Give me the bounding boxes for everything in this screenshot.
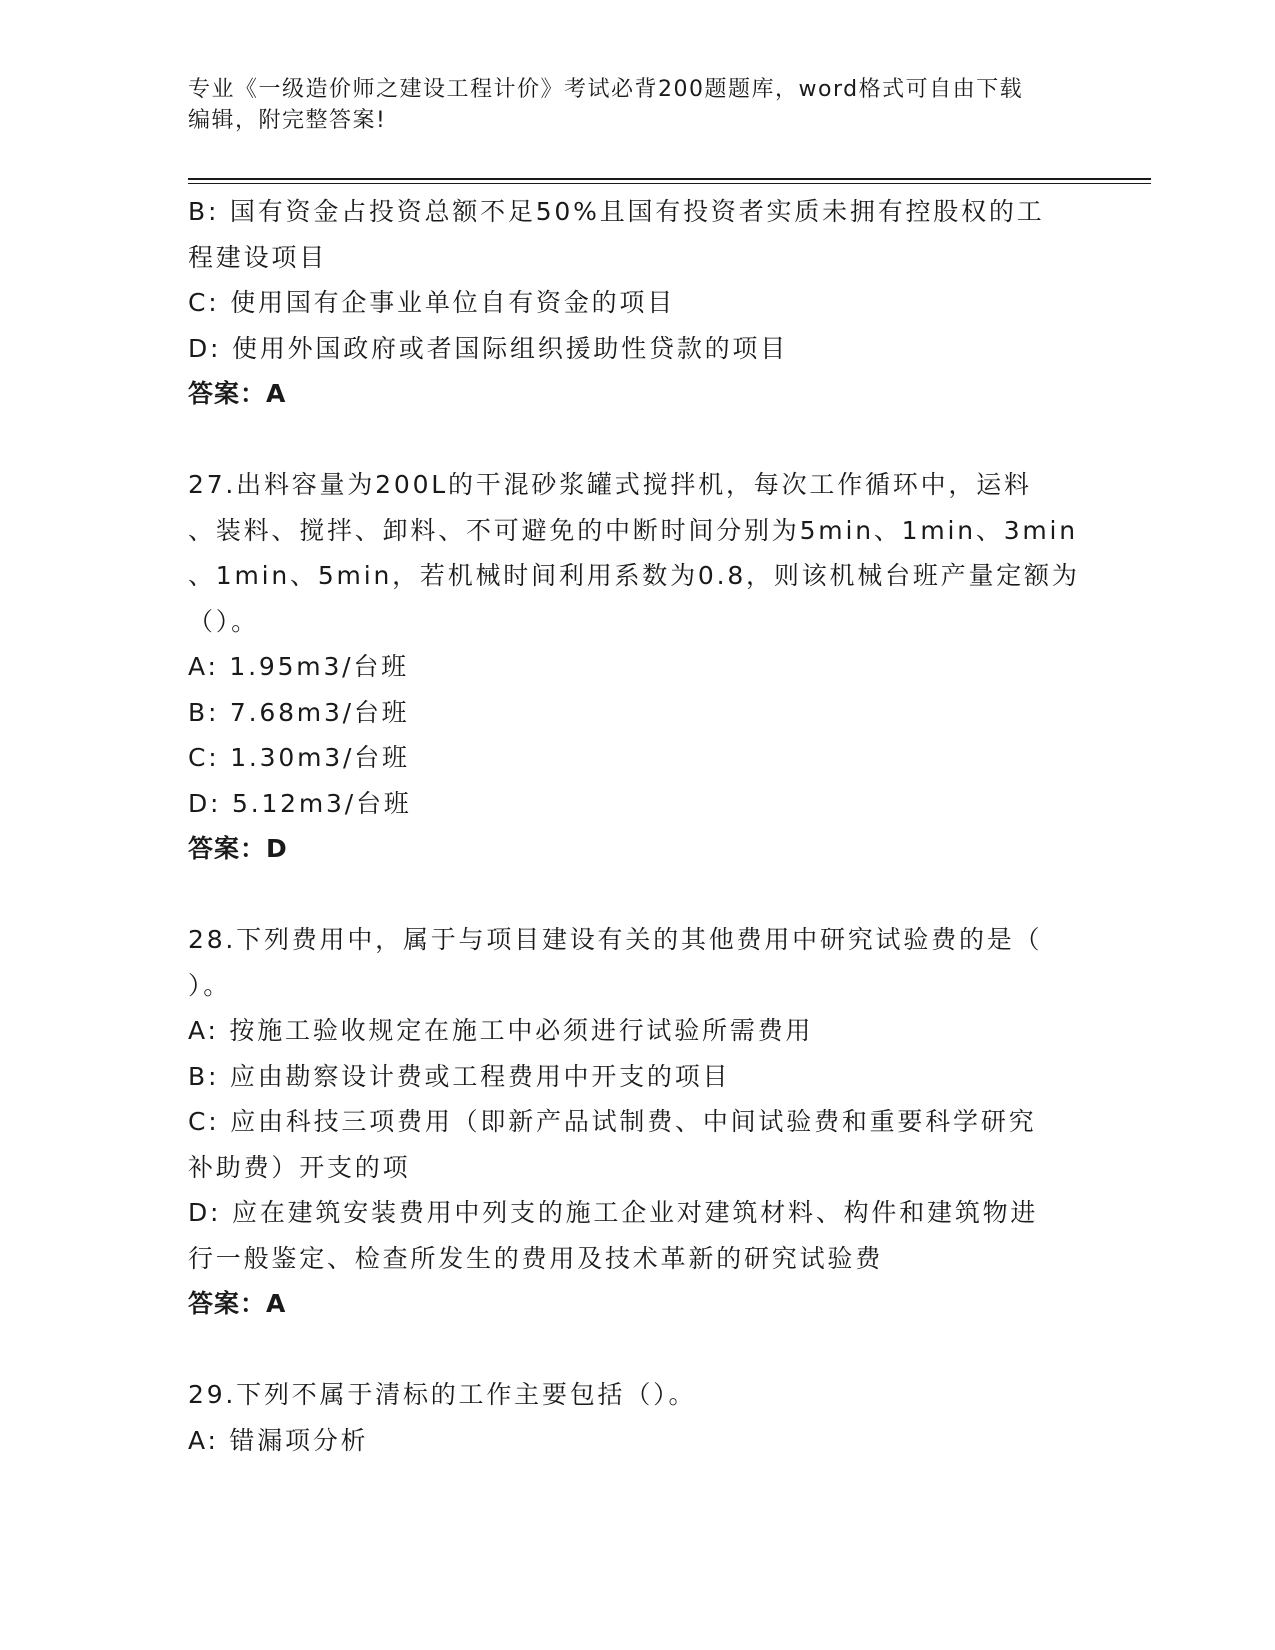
option-d: D: 应在建筑安装费用中列支的施工企业对建筑材料、构件和建筑物进 bbox=[188, 1198, 1039, 1227]
option-c: C: 使用国有企事业单位自有资金的项目 bbox=[188, 288, 676, 317]
spacer bbox=[188, 872, 1088, 918]
question-text-continued: 、1min、5min，若机械时间利用系数为0.8，则该机械台班产量定额为 bbox=[188, 561, 1080, 590]
header-title-line-1: 专业《一级造价师之建设工程计价》考试必背200题题库，word格式可自由下载 bbox=[188, 77, 1024, 102]
option-d-continued: 行一般鉴定、检查所发生的费用及技术革新的研究试验费 bbox=[188, 1243, 884, 1273]
option-a: A: 1.95m3/台班 bbox=[188, 652, 409, 681]
answer: 答案：A bbox=[188, 379, 287, 408]
question-text: 28.下列费用中，属于与项目建设有关的其他费用中研究试验费的是（ bbox=[188, 925, 1043, 954]
answer: 答案：A bbox=[188, 1289, 287, 1318]
option-c: C: 1.30m3/台班 bbox=[188, 743, 410, 772]
question-text-continued: 、装料、搅拌、卸料、不可避免的中断时间分别为5min、1min、3min bbox=[188, 515, 1078, 545]
option-c: C: 应由科技三项费用（即新产品试制费、中间试验费和重要科学研究 bbox=[188, 1107, 1037, 1136]
option-b: B: 国有资金占投资总额不足50%且国有投资者实质未拥有控股权的工 bbox=[188, 197, 1045, 226]
question-29 bbox=[188, 1372, 1088, 1463]
option-b-continued: 程建设项目 bbox=[188, 242, 328, 272]
option-d: D: 5.12m3/台班 bbox=[188, 788, 412, 818]
header-title-line-2: 编辑，附完整答案! bbox=[188, 108, 387, 133]
option-b: B: 7.68m3/台班 bbox=[188, 697, 410, 727]
question-text: 29.下列不属于清标的工作主要包括（）。 bbox=[188, 1380, 697, 1409]
question-list bbox=[188, 189, 1088, 1463]
answer: 答案：D bbox=[188, 834, 288, 863]
option-a: A: 错漏项分析 bbox=[188, 1425, 369, 1455]
spacer bbox=[188, 1327, 1088, 1373]
header-divider-thin bbox=[188, 183, 1151, 184]
question-text-continued: （）。 bbox=[188, 606, 259, 636]
question-27 bbox=[188, 462, 1088, 872]
question-28 bbox=[188, 917, 1088, 1327]
question-text-continued: ）。 bbox=[188, 970, 232, 1000]
question-text: 27.出料容量为200L的干混砂浆罐式搅拌机，每次工作循环中，运料 bbox=[188, 470, 1032, 499]
option-b: B: 应由勘察设计费或工程费用中开支的项目 bbox=[188, 1061, 731, 1091]
option-d: D: 使用外国政府或者国际组织援助性贷款的项目 bbox=[188, 333, 789, 363]
spacer bbox=[188, 417, 1088, 463]
option-a: A: 按施工验收规定在施工中必须进行试验所需费用 bbox=[188, 1016, 814, 1045]
option-c-continued: 补助费）开支的项 bbox=[188, 1152, 411, 1182]
question-26 bbox=[188, 189, 1088, 417]
document-header bbox=[188, 74, 1068, 136]
header-divider-thick bbox=[188, 178, 1151, 180]
